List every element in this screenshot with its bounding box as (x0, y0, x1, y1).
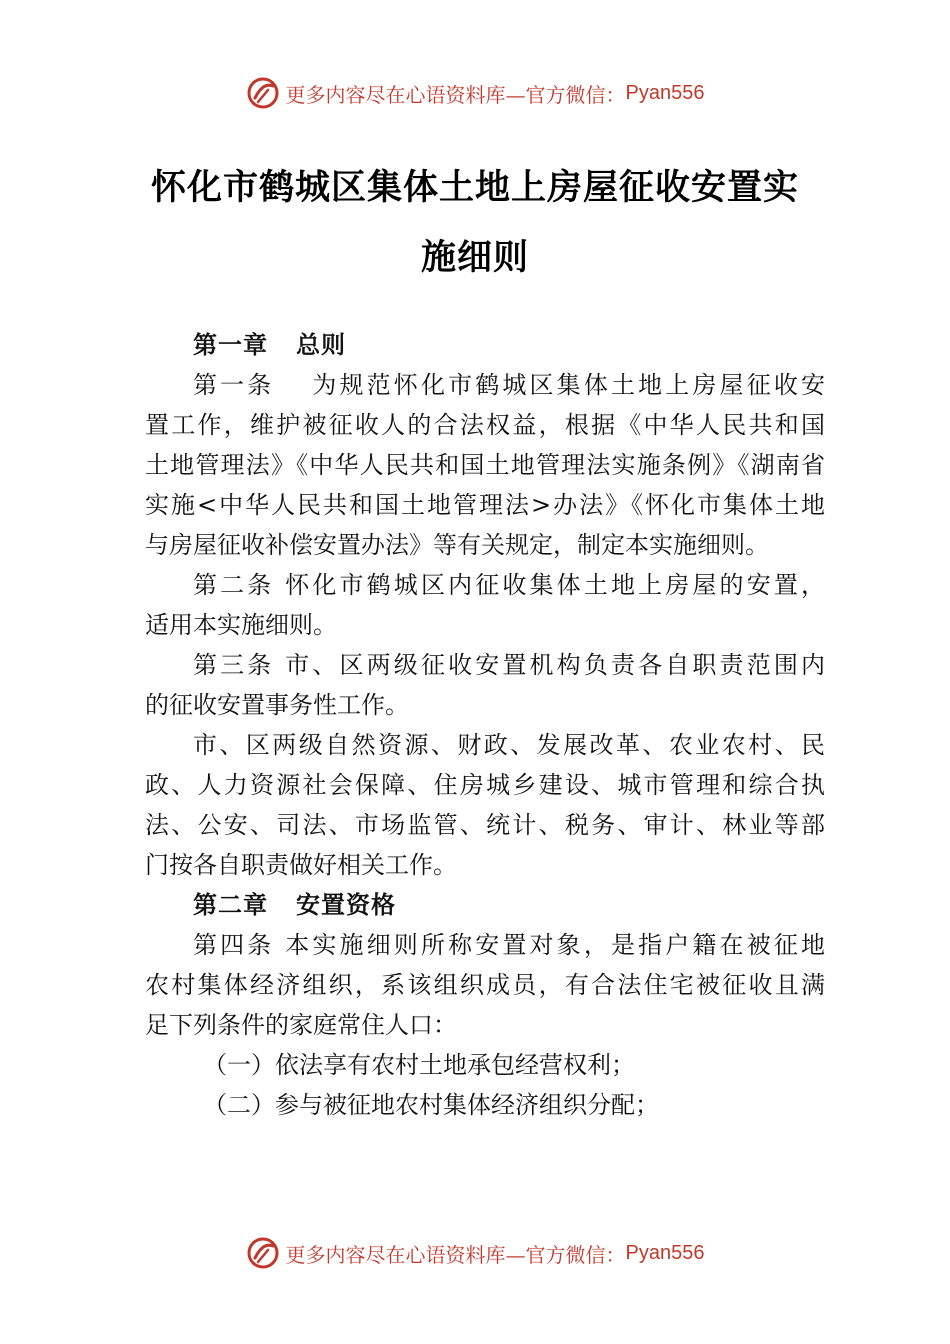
chapter-name: 总则 (296, 331, 346, 359)
article-line: 市、区两级自然资源、财政、发展改革、农业农村、民 (193, 731, 825, 759)
banner-text: 更多内容尽在心语资料库—官方微信： (285, 1242, 626, 1267)
article-line: 门按各自职责做好相关工作。 (145, 851, 457, 879)
header-banner (0, 70, 950, 116)
article-line: 法、公安、司法、市场监管、统计、税务、审计、林业等部 (145, 811, 825, 839)
banner-wechat-id: Pyan556 (625, 81, 705, 104)
article-line: 实施<中华人民共和国土地管理法>办法》《怀化市集体土地 (145, 491, 825, 519)
circle-logo-icon (246, 1236, 280, 1270)
article-line: 足下列条件的家庭常住人口： (145, 1011, 457, 1039)
footer-banner (0, 1230, 950, 1276)
document-title-line2: 施细则 (420, 238, 529, 278)
article-line: 土地管理法》《中华人民共和国土地管理法实施条例》《湖南省 (145, 451, 825, 479)
article-line: 第四条 本实施细则所称安置对象，是指户籍在被征地 (193, 931, 825, 959)
list-item: （二）参与被征地农村集体经济组织分配； (203, 1091, 659, 1119)
article-line: 的征收安置事务性工作。 (145, 691, 409, 719)
article-line: 第三条 市、区两级征收安置机构负责各自职责范围内 (193, 651, 825, 679)
article-line: 与房屋征收补偿安置办法》等有关规定，制定本实施细则。 (145, 531, 769, 559)
document-title-line1: 怀化市鹤城区集体土地上房屋征收安置实 (150, 168, 799, 208)
chapter-heading (145, 325, 825, 365)
chapter-label: 第二章 (193, 891, 268, 919)
article-line: 第二条 怀化市鹤城区内征收集体土地上房屋的安置， (193, 571, 825, 599)
chapter-name: 安置资格 (296, 891, 396, 919)
article-line: 置工作，维护被征收人的合法权益，根据《中华人民共和国 (145, 411, 825, 439)
banner-wechat-id: Pyan556 (625, 1241, 705, 1264)
article-line: 第一条 为规范怀化市鹤城区集体土地上房屋征收安 (193, 371, 825, 399)
article-line: 农村集体经济组织，系该组织成员，有合法住宅被征收且满 (145, 971, 825, 999)
chapter-heading (145, 885, 825, 925)
chapter-label: 第一章 (193, 331, 268, 359)
article-line: 适用本实施细则。 (145, 611, 337, 639)
list-item: （一）依法享有农村土地承包经营权利； (203, 1051, 635, 1079)
document-body (145, 325, 825, 1125)
circle-logo-icon (246, 76, 280, 110)
banner-text: 更多内容尽在心语资料库—官方微信： (285, 82, 626, 107)
article-line: 政、人力资源社会保障、住房城乡建设、城市管理和综合执 (145, 771, 825, 799)
